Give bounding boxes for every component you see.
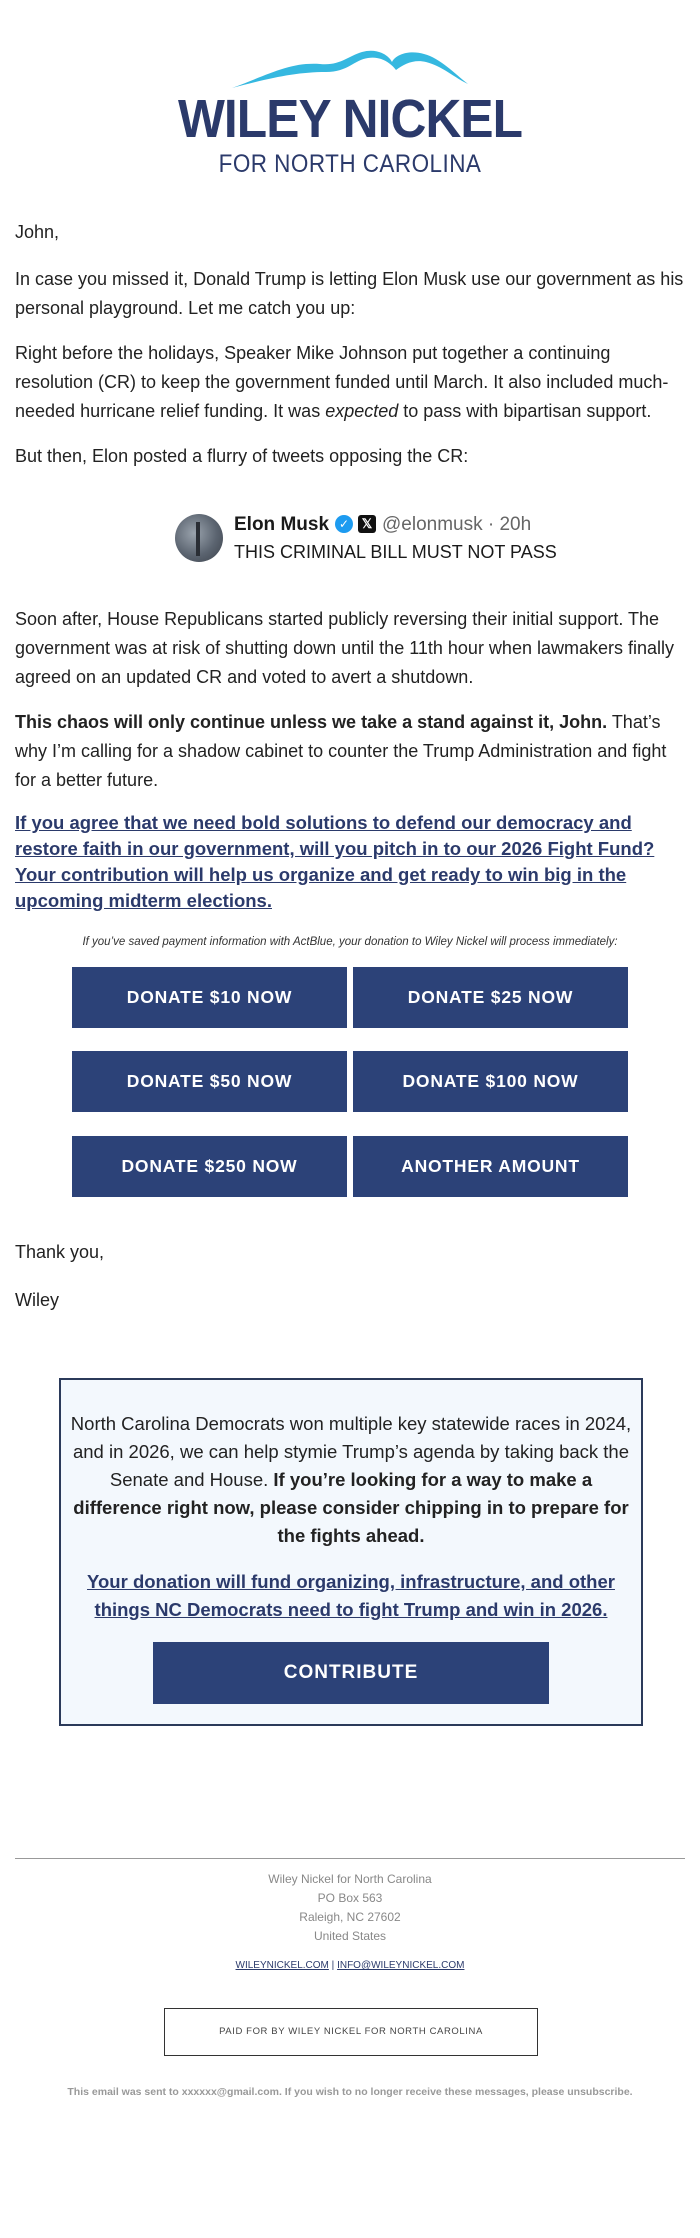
tweet-handle: @elonmusk · 20h — [382, 514, 532, 535]
logo-name: WILEY NICKEL — [177, 89, 523, 149]
donate-100-button[interactable]: DONATE $100 NOW — [353, 1051, 628, 1112]
avatar — [175, 514, 223, 562]
verified-badge-icon: ✓ — [335, 515, 353, 533]
fight-fund-link[interactable]: If you agree that we need bold solutions to defend our democracy and restore faith in our government, will you pitch in to our 2026 Fight Fund? Your contribution will help us organize and get ready to win big in the upcoming midterm elections. — [15, 812, 655, 911]
unsubscribe-text[interactable]: This email was sent to xxxxxx@gmail.com. If you wish to no longer receive these messages, please unsubscribe. — [67, 2086, 633, 2098]
footer-divider — [15, 1858, 685, 1859]
paragraph-shadow-cabinet: This chaos will only continue unless we take a stand against it, John. That’s why I’m calling for a shadow cabinet to counter the Trump Administration and fight for a better future. — [15, 712, 667, 790]
another-amount-button[interactable]: ANOTHER AMOUNT — [353, 1136, 628, 1197]
actblue-note: If you’ve saved payment information with ActBlue, your donation to Wiley Nickel will process immediately: — [82, 936, 618, 948]
footer-city: Raleigh, NC 27602 — [299, 1910, 401, 1924]
fight-fund-link-block — [15, 810, 685, 914]
website-link[interactable]: WILEYNICKEL.COM — [235, 1960, 329, 1971]
signoff: Thank you, — [15, 1242, 105, 1262]
tweet-author: Elon Musk — [234, 514, 330, 535]
campaign-logo[interactable] — [0, 40, 700, 180]
greeting: John, — [15, 222, 60, 242]
paragraph-elon: But then, Elon posted a flurry of tweets opposing the CR: — [15, 446, 469, 466]
x-logo-icon: 𝕏 — [358, 515, 376, 533]
donate-50-button[interactable]: DONATE $50 NOW — [72, 1051, 347, 1112]
donate-25-button[interactable]: DONATE $25 NOW — [353, 967, 628, 1028]
signature: Wiley — [15, 1290, 59, 1310]
paragraph-intro: In case you missed it, Donald Trump is letting Elon Musk use our government as his personal playground. Let me catch you up: — [15, 269, 684, 318]
footer-country: United States — [313, 1929, 387, 1943]
tweet-text: THIS CRIMINAL BILL MUST NOT PASS — [234, 542, 557, 562]
email-link[interactable]: INFO@WILEYNICKEL.COM — [337, 1960, 465, 1971]
paragraph-republicans: Soon after, House Republicans started publicly reversing their initial support. The government was at risk of shutting down until the 11th hour when lawmakers finally agreed on an updated CR and voted to avert a shutdown. — [15, 609, 675, 687]
link-separator: | — [331, 1960, 335, 1971]
mountain-logo-icon — [230, 44, 470, 94]
paragraph-cr: Right before the holidays, Speaker Mike Johnson put together a continuing resolution (CR) to keep the government funded until March. It also included much-needed hurricane relief funding. It was expected to pass with bipartisan support. — [15, 343, 669, 421]
donation-info-link[interactable]: Your donation will fund organizing, infrastructure, and other things NC Democrats need to fight Trump and win in 2026. — [87, 1571, 615, 1620]
footer-links — [0, 1960, 700, 1971]
footer-address — [0, 1870, 700, 1946]
embedded-tweet[interactable] — [160, 510, 560, 564]
donate-10-button[interactable]: DONATE $10 NOW — [72, 967, 347, 1028]
box-link-block — [69, 1568, 633, 1624]
donate-250-button[interactable]: DONATE $250 NOW — [72, 1136, 347, 1197]
box-text: North Carolina Democrats won multiple key statewide races in 2024, and in 2026, we can help stymie Trump’s agenda by taking back the Senate and House. If you’re looking for a way to make a difference right now, please consider chipping in to prepare for the fights ahead. — [70, 1413, 632, 1546]
footer-po-box: PO Box 563 — [317, 1891, 383, 1905]
contribute-box — [59, 1378, 643, 1726]
logo-tagline: FOR NORTH CAROLINA — [218, 150, 482, 178]
contribute-button[interactable]: CONTRIBUTE — [153, 1642, 549, 1704]
paid-for-disclaimer: PAID FOR BY WILEY NICKEL FOR NORTH CAROLINA — [164, 2008, 538, 2056]
footer-org: Wiley Nickel for North Carolina — [268, 1872, 432, 1886]
